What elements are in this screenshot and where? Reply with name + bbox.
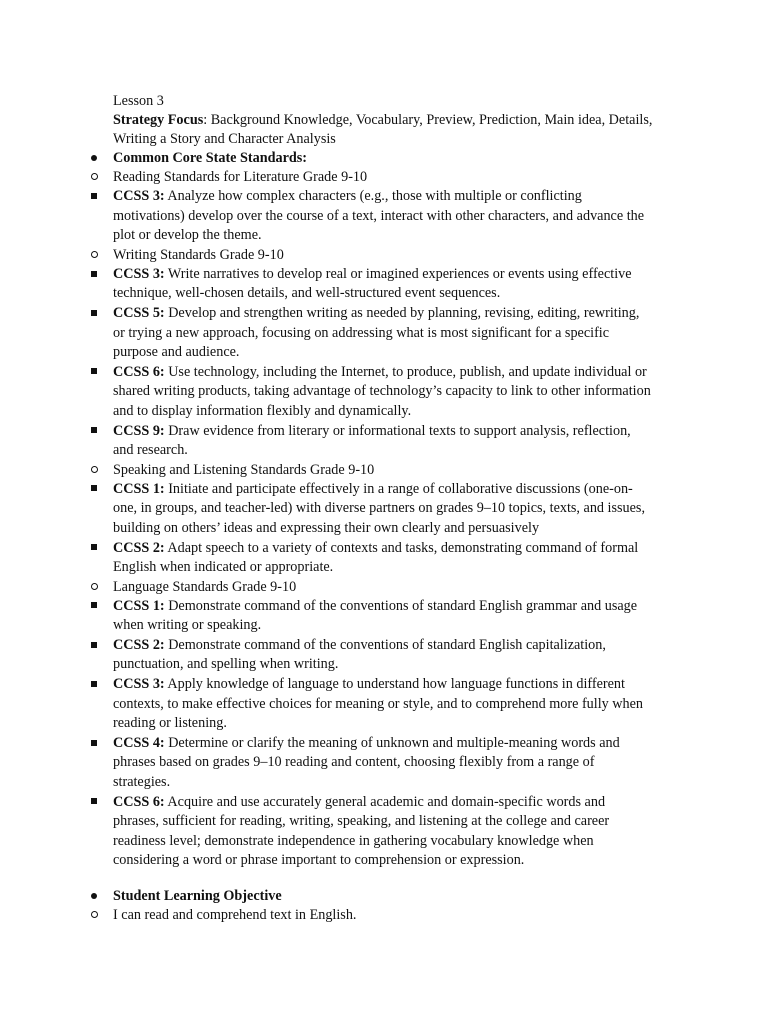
standard-item [0,675,653,734]
standard-text: Demonstrate command of the conventions of standard English capitalization, punctuation, and spelling when writing. [113,636,606,673]
objective-heading-item [0,887,653,906]
square-bullet-icon [88,636,100,656]
standard-item [0,265,653,304]
standard-code: CCSS 2: [113,539,165,556]
standards-list [0,168,768,871]
standard-code: CCSS 2: [113,636,165,653]
standard-group-title-item [0,578,653,597]
standard-text: Initiate and participate effectively in a range of collaborative discussions (one-on-one, in groups, and teacher-led) with diverse partners on grades 9–10 topics, texts, and issues, building on others’ ideas and expressing their own clearly and persuasively [113,480,646,536]
hollow-bullet-icon [88,168,100,187]
standard-text: Draw evidence from literary or informational texts to support analysis, reflection, and research. [113,422,631,459]
square-bullet-icon [88,793,100,813]
square-bullet-icon [88,265,100,285]
standard-text: Demonstrate command of the conventions of standard English grammar and usage when writing or speaking. [113,597,638,634]
square-bullet-icon [88,539,100,559]
standard-item [0,422,653,461]
standard-code: CCSS 3: [113,265,165,282]
standard-text: Analyze how complex characters (e.g., those with multiple or conflicting motivations) develop over the course of a text, interact with other characters, and advance the plot or develop the theme. [113,188,645,244]
objective-item [0,906,653,925]
standard-group-title: Writing Standards Grade 9-10 [113,246,284,263]
standard-group-title-item [0,168,653,187]
standard-code: CCSS 5: [113,304,165,321]
standard-code: CCSS 3: [113,188,165,204]
filled-bullet-icon [88,887,100,906]
standard-group-title-item [0,246,653,265]
square-bullet-icon [88,422,100,442]
standard-code: CCSS 6: [113,793,165,810]
square-bullet-icon [88,187,100,207]
objective-text: I can read and comprehend text in English. [113,907,357,923]
standard-item [0,793,653,871]
common-core-heading-item [0,149,653,168]
standard-text: Write narratives to develop real or imagined experiences or events using effective technique, well-chosen details, and well-structured event sequences. [113,265,632,302]
standard-group-title: Reading Standards for Literature Grade 9-10 [113,169,368,185]
strategy-focus-text: : Background Knowledge, Vocabulary, Preview, Prediction, Main idea, Details, Writing a Story and Character Analysis [113,112,653,147]
standard-item [0,480,653,539]
hollow-bullet-icon [88,246,100,265]
filled-bullet-icon [88,149,100,168]
standard-code: CCSS 1: [113,597,165,614]
standard-item [0,597,653,636]
square-bullet-icon [88,734,100,754]
standard-code: CCSS 1: [113,480,165,497]
standard-group-title-item [0,461,653,480]
standard-text: Use technology, including the Internet, to produce, publish, and update individual or shared writing products, taking advantage of technology’s capacity to link to other information and to display information flexibly and dynamically. [113,363,651,419]
common-core-heading: Common Core State Standards: [113,150,308,166]
hollow-bullet-icon [88,906,100,925]
strategy-focus [113,111,653,149]
standard-text: Determine or clarify the meaning of unknown and multiple-meaning words and phrases based on grades 9–10 reading and content, choosing flexibly from a range of strategies. [113,734,620,791]
standard-text: Adapt speech to a variety of contexts and tasks, demonstrating command of formal English when indicated or appropriate. [113,539,639,576]
square-bullet-icon [88,363,100,383]
objective-heading: Student Learning Objective [113,888,282,904]
standard-group-title: Language Standards Grade 9-10 [113,578,297,595]
standard-text: Develop and strengthen writing as needed by planning, revising, editing, rewriting, or trying a new approach, focusing on addressing what is most significant for a specific purpose and audience. [113,304,640,361]
standard-item [0,304,653,363]
standard-code: CCSS 4: [113,734,165,751]
objective-list [0,906,768,925]
square-bullet-icon [88,675,100,695]
standard-code: CCSS 6: [113,363,165,380]
square-bullet-icon [88,597,100,617]
standard-item [0,187,653,246]
standard-item [0,636,653,675]
standard-item [0,539,653,578]
strategy-focus-label: Strategy Focus [113,112,204,128]
hollow-bullet-icon [88,461,100,480]
standard-item [0,734,653,793]
square-bullet-icon [88,480,100,500]
standard-item [0,363,653,422]
hollow-bullet-icon [88,578,100,597]
standard-code: CCSS 3: [113,676,165,693]
square-bullet-icon [88,304,100,324]
standard-code: CCSS 9: [113,422,165,439]
document-body [0,92,768,925]
standard-text: Acquire and use accurately general academic and domain-specific words and phrases, sufficient for reading, writing, speaking, and listening at the college and career readiness level; demonstrate independence in gathering vocabulary knowledge when considering a word or phrase important to comprehension or expression. [113,793,610,869]
standard-text: Apply knowledge of language to understand how language functions in different contexts, to make effective choices for meaning or style, and to comprehend more fully when reading or listening. [113,676,644,732]
lesson-title: Lesson 3 [113,93,164,109]
standard-group-title: Speaking and Listening Standards Grade 9-10 [113,461,375,478]
